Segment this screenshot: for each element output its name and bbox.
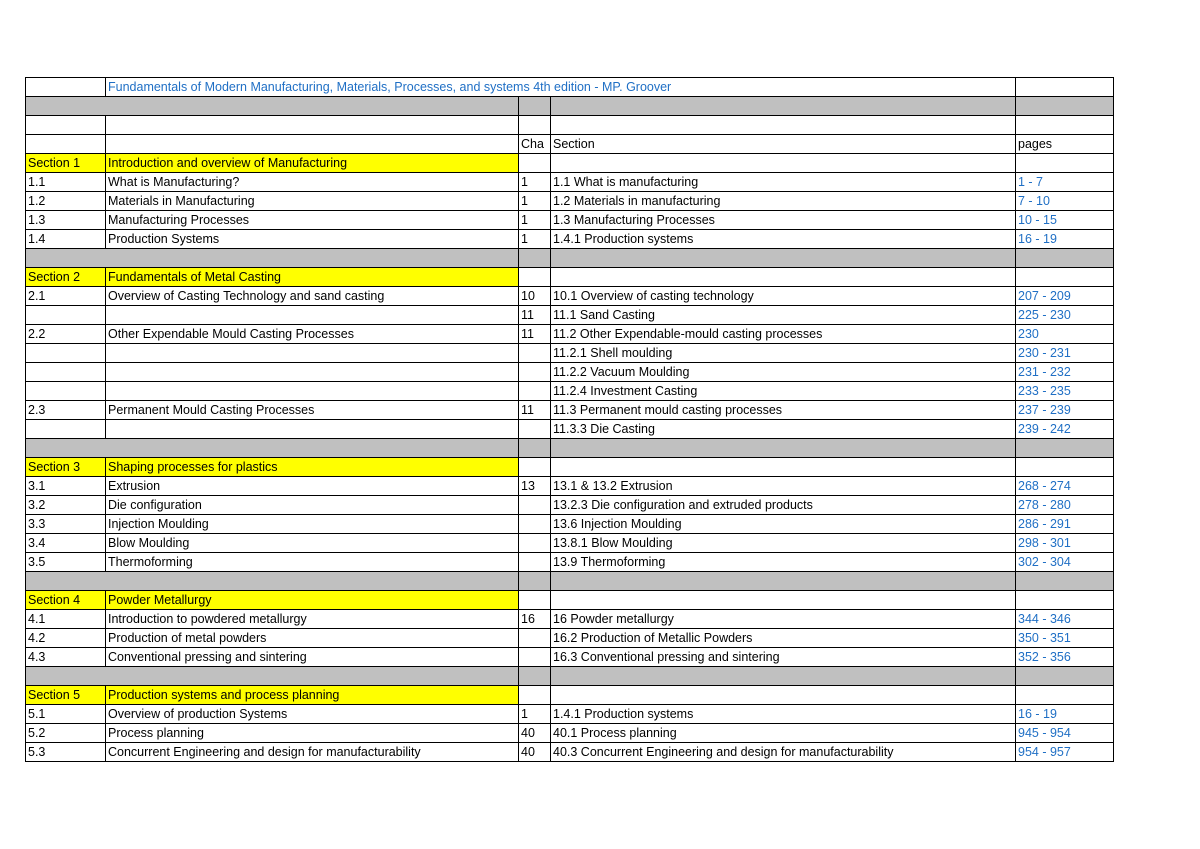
section-number: Section 4 — [26, 591, 106, 610]
title-row — [26, 78, 1114, 97]
table-row — [26, 648, 1114, 667]
book-section: 11.2.4 Investment Casting — [551, 382, 1016, 401]
topic-title — [106, 306, 519, 325]
empty-cell — [26, 116, 106, 135]
separator-cell — [551, 572, 1016, 591]
table-row — [26, 553, 1114, 572]
page-range: 237 - 239 — [1016, 401, 1114, 420]
chapter-number — [519, 534, 551, 553]
chapter-number: 40 — [519, 743, 551, 762]
book-section: 1.4.1 Production systems — [551, 230, 1016, 249]
header-row — [26, 135, 1114, 154]
topic-number — [26, 344, 106, 363]
section-number: Section 2 — [26, 268, 106, 287]
topic-number: 3.3 — [26, 515, 106, 534]
page-range: 350 - 351 — [1016, 629, 1114, 648]
topic-title: Production Systems — [106, 230, 519, 249]
topic-number — [26, 420, 106, 439]
topic-number: 5.3 — [26, 743, 106, 762]
empty-cell — [106, 135, 519, 154]
table-row — [26, 401, 1114, 420]
table-row — [26, 382, 1114, 401]
chapter-number — [519, 382, 551, 401]
chapter-number — [519, 629, 551, 648]
chapter-number — [519, 648, 551, 667]
page-range: 268 - 274 — [1016, 477, 1114, 496]
separator-cell — [1016, 572, 1114, 591]
chapter-number — [519, 553, 551, 572]
table-row — [26, 477, 1114, 496]
book-section: 13.1 & 13.2 Extrusion — [551, 477, 1016, 496]
topic-title — [106, 344, 519, 363]
page-range: 230 - 231 — [1016, 344, 1114, 363]
table-row — [26, 420, 1114, 439]
topic-number: 3.1 — [26, 477, 106, 496]
book-section: 1.1 What is manufacturing — [551, 173, 1016, 192]
book-section: 16 Powder metallurgy — [551, 610, 1016, 629]
chapter-number: 40 — [519, 724, 551, 743]
topic-title: Permanent Mould Casting Processes — [106, 401, 519, 420]
empty-cell — [1016, 116, 1114, 135]
table-row — [26, 610, 1114, 629]
page-range: 230 — [1016, 325, 1114, 344]
section-number: Section 3 — [26, 458, 106, 477]
topic-title: Process planning — [106, 724, 519, 743]
page-range: 302 - 304 — [1016, 553, 1114, 572]
chapter-number: 1 — [519, 211, 551, 230]
table-row — [26, 705, 1114, 724]
topic-number: 5.2 — [26, 724, 106, 743]
topic-title — [106, 382, 519, 401]
page-range: 352 - 356 — [1016, 648, 1114, 667]
topic-title: Overview of Casting Technology and sand casting — [106, 287, 519, 306]
separator-cell — [519, 249, 551, 268]
topic-title: Concurrent Engineering and design for manufacturability — [106, 743, 519, 762]
book-section: 1.4.1 Production systems — [551, 705, 1016, 724]
table-row — [26, 211, 1114, 230]
topic-number: 4.3 — [26, 648, 106, 667]
topic-title: Manufacturing Processes — [106, 211, 519, 230]
page-range: 954 - 957 — [1016, 743, 1114, 762]
topic-number: 1.2 — [26, 192, 106, 211]
topic-title: Conventional pressing and sintering — [106, 648, 519, 667]
topic-title: Other Expendable Mould Casting Processes — [106, 325, 519, 344]
table-row — [26, 629, 1114, 648]
topic-number: 4.2 — [26, 629, 106, 648]
section-title: Shaping processes for plastics — [106, 458, 519, 477]
page-range: 286 - 291 — [1016, 515, 1114, 534]
empty-cell — [1016, 458, 1114, 477]
table-row — [26, 287, 1114, 306]
chapter-number: 1 — [519, 173, 551, 192]
chapter-number — [519, 496, 551, 515]
book-section: 16.2 Production of Metallic Powders — [551, 629, 1016, 648]
page-range: 278 - 280 — [1016, 496, 1114, 515]
chapter-number: 10 — [519, 287, 551, 306]
empty-cell — [1016, 268, 1114, 287]
chapter-number: 11 — [519, 401, 551, 420]
empty-cell — [551, 116, 1016, 135]
section-title: Fundamentals of Metal Casting — [106, 268, 519, 287]
chapter-number: 1 — [519, 230, 551, 249]
table-row — [26, 325, 1114, 344]
book-section: 1.2 Materials in manufacturing — [551, 192, 1016, 211]
section-heading-row — [26, 268, 1114, 287]
topic-title: Blow Moulding — [106, 534, 519, 553]
topic-title: What is Manufacturing? — [106, 173, 519, 192]
table-row — [26, 306, 1114, 325]
empty-cell — [519, 458, 551, 477]
section-title: Introduction and overview of Manufacturing — [106, 154, 519, 173]
empty-cell — [519, 591, 551, 610]
topic-number: 4.1 — [26, 610, 106, 629]
table-row — [26, 344, 1114, 363]
separator-cell — [519, 667, 551, 686]
separator-cell — [1016, 667, 1114, 686]
section-heading-row — [26, 154, 1114, 173]
separator-cell — [551, 667, 1016, 686]
table-row — [26, 230, 1114, 249]
empty-cell — [519, 268, 551, 287]
separator-cell — [26, 249, 519, 268]
separator-cell — [26, 667, 519, 686]
table-row — [26, 192, 1114, 211]
book-section: 11.3 Permanent mould casting processes — [551, 401, 1016, 420]
empty-cell — [26, 135, 106, 154]
page-range: 1 - 7 — [1016, 173, 1114, 192]
table-row — [26, 724, 1114, 743]
table-row — [26, 173, 1114, 192]
separator-cell — [1016, 97, 1114, 116]
empty-cell — [551, 458, 1016, 477]
topic-title — [106, 420, 519, 439]
separator-cell — [26, 572, 519, 591]
table-body — [26, 78, 1114, 762]
topic-title: Thermoforming — [106, 553, 519, 572]
book-section: 11.1 Sand Casting — [551, 306, 1016, 325]
chapter-number — [519, 515, 551, 534]
separator-cell — [26, 97, 519, 116]
table-row — [26, 515, 1114, 534]
empty-cell — [1016, 154, 1114, 173]
section-number: Section 1 — [26, 154, 106, 173]
empty-cell — [551, 268, 1016, 287]
page-range: 231 - 232 — [1016, 363, 1114, 382]
topic-number: 1.1 — [26, 173, 106, 192]
topic-title: Overview of production Systems — [106, 705, 519, 724]
section-heading-row — [26, 686, 1114, 705]
page-range: 298 - 301 — [1016, 534, 1114, 553]
topic-number: 1.4 — [26, 230, 106, 249]
book-section: 10.1 Overview of casting technology — [551, 287, 1016, 306]
separator-cell — [1016, 249, 1114, 268]
separator-cell — [519, 97, 551, 116]
page-range: 225 - 230 — [1016, 306, 1114, 325]
chapter-number: 11 — [519, 306, 551, 325]
empty-cell — [551, 686, 1016, 705]
book-section: 13.6 Injection Moulding — [551, 515, 1016, 534]
separator-cell — [519, 572, 551, 591]
empty-cell — [26, 78, 106, 97]
section-title: Powder Metallurgy — [106, 591, 519, 610]
topic-number: 5.1 — [26, 705, 106, 724]
book-section: 16.3 Conventional pressing and sintering — [551, 648, 1016, 667]
separator-cell — [1016, 439, 1114, 458]
topic-number: 3.4 — [26, 534, 106, 553]
book-section: 13.8.1 Blow Moulding — [551, 534, 1016, 553]
page-range: 207 - 209 — [1016, 287, 1114, 306]
section-title: Production systems and process planning — [106, 686, 519, 705]
topic-title: Die configuration — [106, 496, 519, 515]
empty-cell — [519, 686, 551, 705]
book-section: 11.2.2 Vacuum Moulding — [551, 363, 1016, 382]
section-header: Section — [551, 135, 1016, 154]
topic-number: 3.5 — [26, 553, 106, 572]
page-range: 16 - 19 — [1016, 230, 1114, 249]
chapter-header: Cha — [519, 135, 551, 154]
topic-number: 3.2 — [26, 496, 106, 515]
topic-number — [26, 306, 106, 325]
book-section: 1.3 Manufacturing Processes — [551, 211, 1016, 230]
book-section: 40.1 Process planning — [551, 724, 1016, 743]
empty-cell — [551, 591, 1016, 610]
empty-cell — [519, 154, 551, 173]
empty-cell — [1016, 591, 1114, 610]
table-row — [26, 743, 1114, 762]
separator-row — [26, 572, 1114, 591]
pages-header: pages — [1016, 135, 1114, 154]
chapter-number — [519, 344, 551, 363]
topic-number: 2.2 — [26, 325, 106, 344]
empty-cell — [519, 116, 551, 135]
separator-cell — [551, 439, 1016, 458]
topic-title: Extrusion — [106, 477, 519, 496]
separator-cell — [551, 249, 1016, 268]
chapter-number: 11 — [519, 325, 551, 344]
section-heading-row — [26, 591, 1114, 610]
topic-title: Injection Moulding — [106, 515, 519, 534]
page-range: 10 - 15 — [1016, 211, 1114, 230]
chapter-number: 1 — [519, 192, 551, 211]
topic-title: Introduction to powdered metallurgy — [106, 610, 519, 629]
topic-number: 2.3 — [26, 401, 106, 420]
book-section: 11.2 Other Expendable-mould casting processes — [551, 325, 1016, 344]
table-row — [26, 534, 1114, 553]
topic-number: 2.1 — [26, 287, 106, 306]
separator-row — [26, 249, 1114, 268]
chapter-number: 16 — [519, 610, 551, 629]
course-index-table — [25, 77, 1114, 762]
blank-row — [26, 116, 1114, 135]
empty-cell — [106, 116, 519, 135]
empty-cell — [551, 154, 1016, 173]
topic-number — [26, 363, 106, 382]
separator-cell — [551, 97, 1016, 116]
chapter-number — [519, 363, 551, 382]
separator-row — [26, 667, 1114, 686]
topic-number — [26, 382, 106, 401]
book-section: 40.3 Concurrent Engineering and design for manufacturability — [551, 743, 1016, 762]
table-row — [26, 363, 1114, 382]
page-range: 945 - 954 — [1016, 724, 1114, 743]
separator-row — [26, 439, 1114, 458]
separator-cell — [26, 439, 519, 458]
page-range: 239 - 242 — [1016, 420, 1114, 439]
book-section: 13.9 Thermoforming — [551, 553, 1016, 572]
book-section: 13.2.3 Die configuration and extruded products — [551, 496, 1016, 515]
chapter-number — [519, 420, 551, 439]
topic-number: 1.3 — [26, 211, 106, 230]
document-title: Fundamentals of Modern Manufacturing, Materials, Processes, and systems 4th edition - MP. Groover — [106, 78, 1016, 97]
topic-title: Production of metal powders — [106, 629, 519, 648]
separator-cell — [519, 439, 551, 458]
table-row — [26, 496, 1114, 515]
topic-title — [106, 363, 519, 382]
page-range: 7 - 10 — [1016, 192, 1114, 211]
topic-title: Materials in Manufacturing — [106, 192, 519, 211]
empty-cell — [1016, 686, 1114, 705]
separator-row — [26, 97, 1114, 116]
page-range: 233 - 235 — [1016, 382, 1114, 401]
page-range: 344 - 346 — [1016, 610, 1114, 629]
chapter-number: 1 — [519, 705, 551, 724]
book-section: 11.2.1 Shell moulding — [551, 344, 1016, 363]
section-number: Section 5 — [26, 686, 106, 705]
book-section: 11.3.3 Die Casting — [551, 420, 1016, 439]
page-range: 16 - 19 — [1016, 705, 1114, 724]
section-heading-row — [26, 458, 1114, 477]
chapter-number: 13 — [519, 477, 551, 496]
empty-cell — [1016, 78, 1114, 97]
